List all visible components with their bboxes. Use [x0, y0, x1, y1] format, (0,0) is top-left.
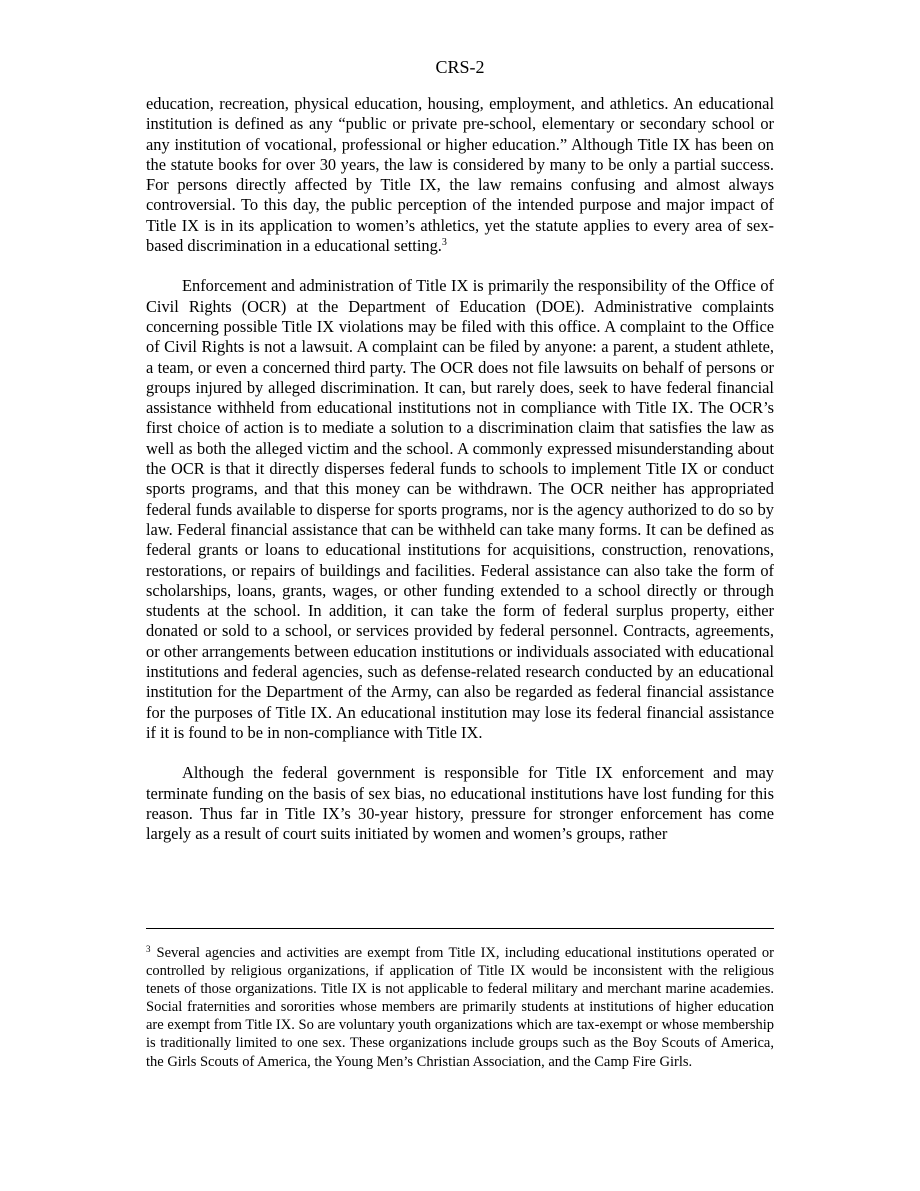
- body-text: [146, 94, 774, 844]
- paragraph-2: Enforcement and administration of Title IX is primarily the responsibility of the Office of Civil Rights (OCR) at the Department of Education (DOE). Administrative complaints concerning possible Title IX violations may be filed with this office. A complaint to the Office of Civil Rights is not a lawsuit. A complaint can be filed by anyone: a parent, a student athlete, a team, or even a concerned third party. The OCR does not file lawsuits on behalf of persons or groups injured by alleged discrimination. It can, but rarely does, seek to have federal financial assistance withheld from educational institutions not in compliance with Title IX. The OCR’s first choice of action is to mediate a solution to a discrimination claim that satisfies the law as well as both the alleged victim and the school. A commonly expressed misunderstanding about the OCR is that it directly disperses federal funds to schools to implement Title IX or conduct sports programs, and that this money can be withdrawn. The OCR neither has appropriated federal funds available to disperse for sports programs, nor is the agency authorized to do so by law. Federal financial assistance that can be withheld can take many forms. It can be defined as federal grants or loans to educational institutions for acquisitions, construction, renovations, restorations, or repairs of buildings and facilities. Federal assistance can also take the form of scholarships, loans, grants, wages, or other funding extended to a school directly or through students at the school. In addition, it can take the form of federal surplus property, either donated or sold to a school, or services provided by federal personnel. Contracts, agreements, or other arrangements between education institutions or individuals associated with educational institutions and federal agencies, such as defense-related research conducted by an educational institution for the Department of the Army, can also be regarded as federal financial assistance for the purposes of Title IX. An educational institution may lose its federal financial assistance if it is found to be in non-compliance with Title IX.: [146, 276, 774, 742]
- footnote-text: Several agencies and activities are exempt from Title IX, including educational institutions operated or controlled by religious organizations, if application of Title IX would be inconsistent with the religious tenets of those organizations. Title IX is not applicable to federal military and merchant marine academies. Social fraternities and sororities whose members are primarily students at institutions of higher education are exempt from Title IX. So are voluntary youth organizations which are tax-exempt or whose membership is traditionally limited to one sex. These organizations include groups such as the Boy Scouts of America, the Girls Scouts of America, the Young Men’s Christian Association, and the Camp Fire Girls.: [146, 945, 774, 1070]
- footnote-reference: 3: [441, 237, 447, 249]
- paragraph-3: Although the federal government is responsible for Title IX enforcement and may terminate funding on the basis of sex bias, no educational institutions have lost funding for this reason. Thus far in Title IX’s 30-year history, pressure for stronger enforcement has come largely as a result of court suits initiated by women and women’s groups, rather: [146, 763, 774, 844]
- footnote-marker: 3: [146, 944, 151, 954]
- paragraph-1-text: education, recreation, physical education, housing, employment, and athletics. An educational institution is defined as any “public or private pre-school, elementary or secondary school or any institution of vocational, professional or higher education.” Although Title IX has been on the statute books for over 30 years, the law is considered by many to be only a partial success. For persons directly affected by Title IX, the law remains confusing and almost always controversial. To this day, the public perception of the intended purpose and major impact of Title IX is in its application to women’s athletics, yet the statute applies to every area of sex-based discrimination in a educational setting.: [146, 94, 774, 256]
- footnote-3: [146, 944, 774, 1071]
- page-number-header: CRS-2: [435, 57, 485, 77]
- paragraph-1: [146, 94, 774, 256]
- footnote-divider: [146, 928, 774, 929]
